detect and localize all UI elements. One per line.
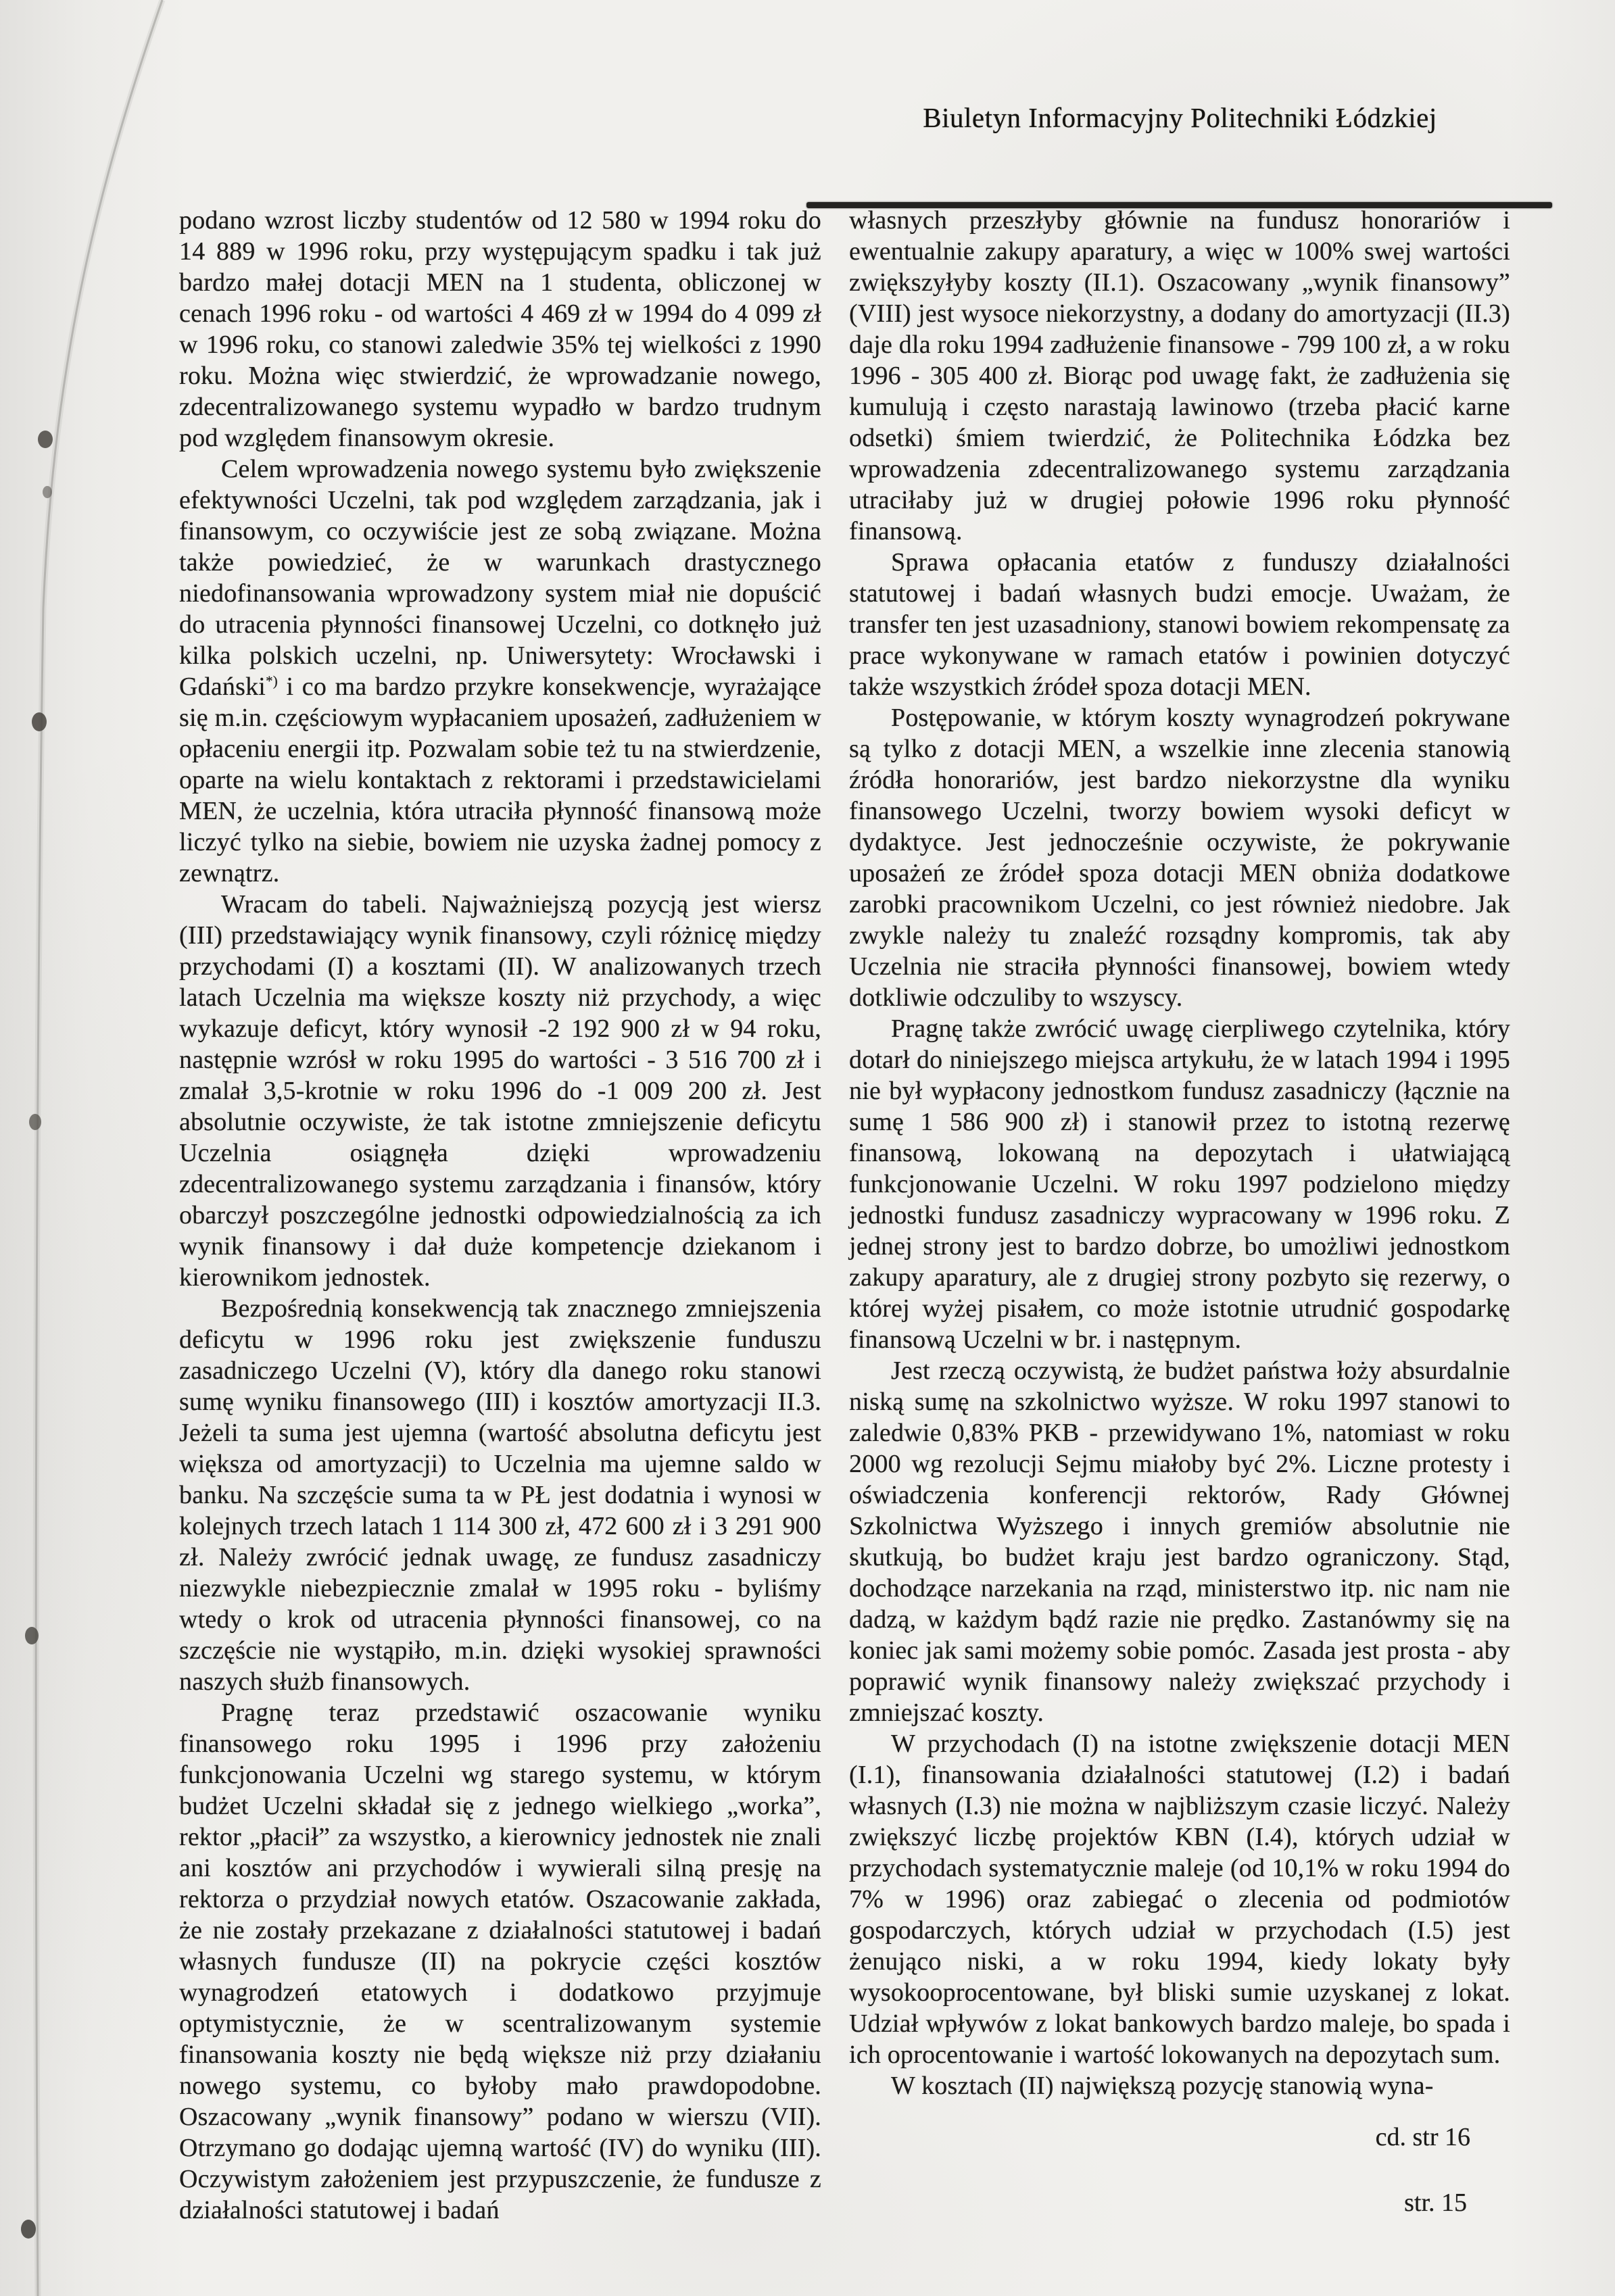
paragraph: Wracam do tabeli. Najważniejszą pozycją jest wiersz (III) przedstawiający wynik finansowy, czyli różnicę między przychodami (I) a kosztami (II). W analizowanych trzech latach Uczelnia ma większe koszty niż przychody, a więc wykazuje deficyt, który wynosił -2 192 900 zł w 94 roku, następnie wzrósł w roku 1995 do wartości - 3 516 700 zł i zmalał 3,5-krotnie w roku 1996 do -1 009 200 zł. Jest absolutnie oczywiste, że tak istotne zmniejszenie deficytu Uczelnia osiągnęła dzięki wprowadzeniu zdecentralizowanego systemu zarządzania i finansów, który obarczył poszczególne jednostki odpowiedzialnością za ich wynik finansowy i dał duże kompetencje dziekanom i kierownikom jednostek. [179, 890, 821, 1292]
paragraph: Sprawa opłacania etatów z funduszy działalności statutowej i badań własnych budzi emocje. Uważam, że transfer ten jest uzasadniony, stanowi bowiem rekompensatę za prace wykonywane w ramach etatów i powinien dotyczyć także wszystkich źródeł spoza dotacji MEN. [849, 548, 1510, 701]
paragraph: W kosztach (II) największą pozycję stanowią wyna- [891, 2072, 1434, 2100]
right-column [849, 205, 1510, 2101]
paragraph: Postępowanie, w którym koszty wynagrodzeń pokrywane są tylko z dotacji MEN, a wszelkie inne zlecenia stanowią źródła honorariów, jest bardzo niekorzystne dla wyniku finansowego Uczelni, tworzy bowiem wysoki deficyt w dydaktyce. Jest jednocześnie oczywiste, że pokrywanie uposażeń ze źródeł spoza dotacji MEN obniża dodatkowe zarobki pracownikom Uczelni, co jest również niedobre. Jak zwykle należy tu znaleźć rozsądny kompromis, tak aby Uczelnia nie straciła płynności finansowej, bowiem wtedy dotkliwie odczuliby to wszyscy. [849, 704, 1510, 1012]
footnote-marker: *) [266, 673, 278, 689]
paragraph: Pragnę także zwrócić uwagę cierpliwego czytelnika, który dotarł do niniejszego miejsca artykułu, że w latach 1994 i 1995 nie był wypłacony jednostkom fundusz zasadniczy (łącznie na sumę 1 586 900 zł) i stanowił przez to istotną rezerwę finansową, lokowaną na depozytach i ułatwiającą funkcjonowanie Uczelni. W roku 1997 podzielono między jednostki fundusz zasadniczy wypracowany w 1996 roku. Z jednej strony jest to bardzo dobrze, bo umożliwi jednostkom zakupy aparatury, ale z drugiej strony pozbyto się rezerwy, o której wyżej pisałem, co może istotnie utrudnić gospodarkę finansową Uczelni w br. i następnym. [849, 1015, 1510, 1354]
paragraph: własnych przeszłyby głównie na fundusz honorariów i ewentualnie zakupy aparatury, a więc w 100% swej wartości zwiększyłyby koszty (II.1). Oszacowany „wynik finansowy” (VIII) jest wysoce niekorzystny, a dodany do amortyzacji (II.3) daje dla roku 1994 zadłużenie finansowe - 799 100 zł, a w roku 1996 - 305 400 zł. Biorąc pod uwagę fakt, że zadłużenia się kumulują i często narastają lawinowo (trzeba płacić karne odsetki) śmiem twierdzić, że Politechnika Łódzka bez wprowadzenia zdecentralizowanego systemu zarządzania utraciłaby już w drugiej połowie 1996 roku płynność finansową. [849, 206, 1510, 545]
paragraph: W przychodach (I) na istotne zwiększenie dotacji MEN (I.1), finansowania działalności statutowej (I.2) i badań własnych (I.3) nie można w najbliższym czasie liczyć. Należy zwiększyć liczbę projektów KBN (I.4), których udział w przychodach systematycznie maleje (od 10,1% w roku 1994 do 7% w 1996) oraz zabiegać o zlecenia od podmiotów gospodarczych, których udział w przychodach (I.5) jest żenująco niski, a w roku 1994, kiedy lokaty były wysokooprocentowane, był bliski sumie uzyskanej z lokat. Udział wpływów z lokat bankowych bardzo maleje, bo spada i ich oprocentowanie i wartość lokowanych na depozytach sum. [849, 1730, 1510, 2069]
paragraph: Bezpośrednią konsekwencją tak znacznego zmniejszenia deficytu w 1996 roku jest zwiększenie funduszu zasadniczego Uczelni (V), który dla danego roku stanowi sumę wyniku finansowego (III) i kosztów amortyzacji II.3. Jeżeli ta suma jest ujemna (wartość absolutna deficytu jest większa od amortyzacji) to Uczelnia ma ujemne saldo w banku. Na szczęście suma ta w PŁ jest dodatnia i wynosi w kolejnych trzech latach 1 114 300 zł, 472 600 zł i 3 291 900 zł. Należy zwrócić jednak uwagę, ze fundusz zasadniczy niezwykle niebezpiecznie zmalał w 1995 roku - byliśmy wtedy o krok od utracenia płynności finansowej, co na szczęście nie wystąpiło, m.in. dzięki wysokiej sprawności naszych służb finansowych. [179, 1294, 821, 1696]
footer-continuation: cd. str 16 [1375, 2123, 1470, 2151]
page-title: Biuletyn Informacyjny Politechniki Łódzkiej [923, 102, 1437, 133]
paragraph: Celem wprowadzenia nowego systemu było zwiększenie efektywności Uczelni, tak pod względem zarządzania, jak i finansowym, co oczywiście jest ze sobą związane. Można także powiedzieć, że w warunkach drastycznego niedofinansowania wprowadzony system miał nie dopuścić do utracenia płynności finansowej Uczelni, co dotknęło już kilka polskich uczelni, np. Uniwersytety: Wrocławski i Gdański*) i co ma bardzo przykre konsekwencje, wyrażające się m.in. częściowym wypłacaniem uposażeń, zadłużeniem w opłaceniu energii itp. Pozwalam sobie też tu na stwierdzenie, oparte na wielu kontaktach z rektorami i przedstawicielami MEN, że uczelnia, która utraciła płynność finansową może liczyć tylko na siebie, bowiem nie uzyska żadnej pomocy z zewnątrz. [179, 455, 821, 887]
left-column [179, 205, 821, 2226]
paragraph: Pragnę teraz przedstawić oszacowanie wyniku finansowego roku 1995 i 1996 przy założeniu funkcjonowania Uczelni wg starego systemu, w którym budżet Uczelni składał się z jednego wielkiego „worka”, rektor „płacił” za wszystko, a kierownicy jednostek nie znali ani kosztów ani przychodów i wywierali silną presję na rektorza o przydział nowych etatów. Oszacowanie zakłada, że nie zostały przekazane z działalności statutowej i badań własnych fundusze (II) na pokrycie części kosztów wynagrodzeń etatowych i dodatkowo przyjmuje optymistycznie, że w scentralizowanym systemie finansowania koszty nie będą większe niż przy działaniu nowego systemu, co byłoby mało prawdopodobne. Oszacowany „wynik finansowy” podano w wierszu (VII). Otrzymano go dodając ujemną wartość (IV) do wyniku (III). Oczywistym założeniem jest przypuszczenie, że fundusze z działalności statutowej i badań [179, 1699, 821, 2224]
footer-page-number: str. 15 [1404, 2189, 1467, 2217]
paragraph: podano wzrost liczby studentów od 12 580 w 1994 roku do 14 889 w 1996 roku, przy występującym spadku i tak już bardzo małej dotacji MEN na 1 studenta, obliczonej w cenach 1996 roku - od wartości 4 469 zł w 1994 do 4 099 zł w 1996 roku, co stanowi zaledwie 35% tej wielkości z 1990 roku. Można więc stwierdzić, że wprowadzanie nowego, zdecentralizowanego systemu wypadło w bardzo trudnym pod względem finansowym okresie. [179, 206, 821, 452]
paragraph: Jest rzeczą oczywistą, że budżet państwa łoży absurdalnie niską sumę na szkolnictwo wyższe. W roku 1997 stanowi to zaledwie 0,83% PKB - przewidywano 1%, natomiast w roku 2000 wg rezolucji Sejmu miałoby być 2%. Liczne protesty i oświadczenia konferencji rektorów, Rady Głównej Szkolnictwa Wyższego i innych gremiów absolutnie nie skutkują, bo budżet kraju jest bardzo ograniczony. Stąd, dochodzące narzekania na rząd, ministerstwo itp. nic nam nie dadzą, w każdym bądź razie nie prędko. Zastanówmy się na koniec jak sami możemy sobie pomóc. Zasada jest prosta - aby poprawić wynik finansowy należy zwiększać przychody i zmniejszać koszty. [849, 1357, 1510, 1727]
